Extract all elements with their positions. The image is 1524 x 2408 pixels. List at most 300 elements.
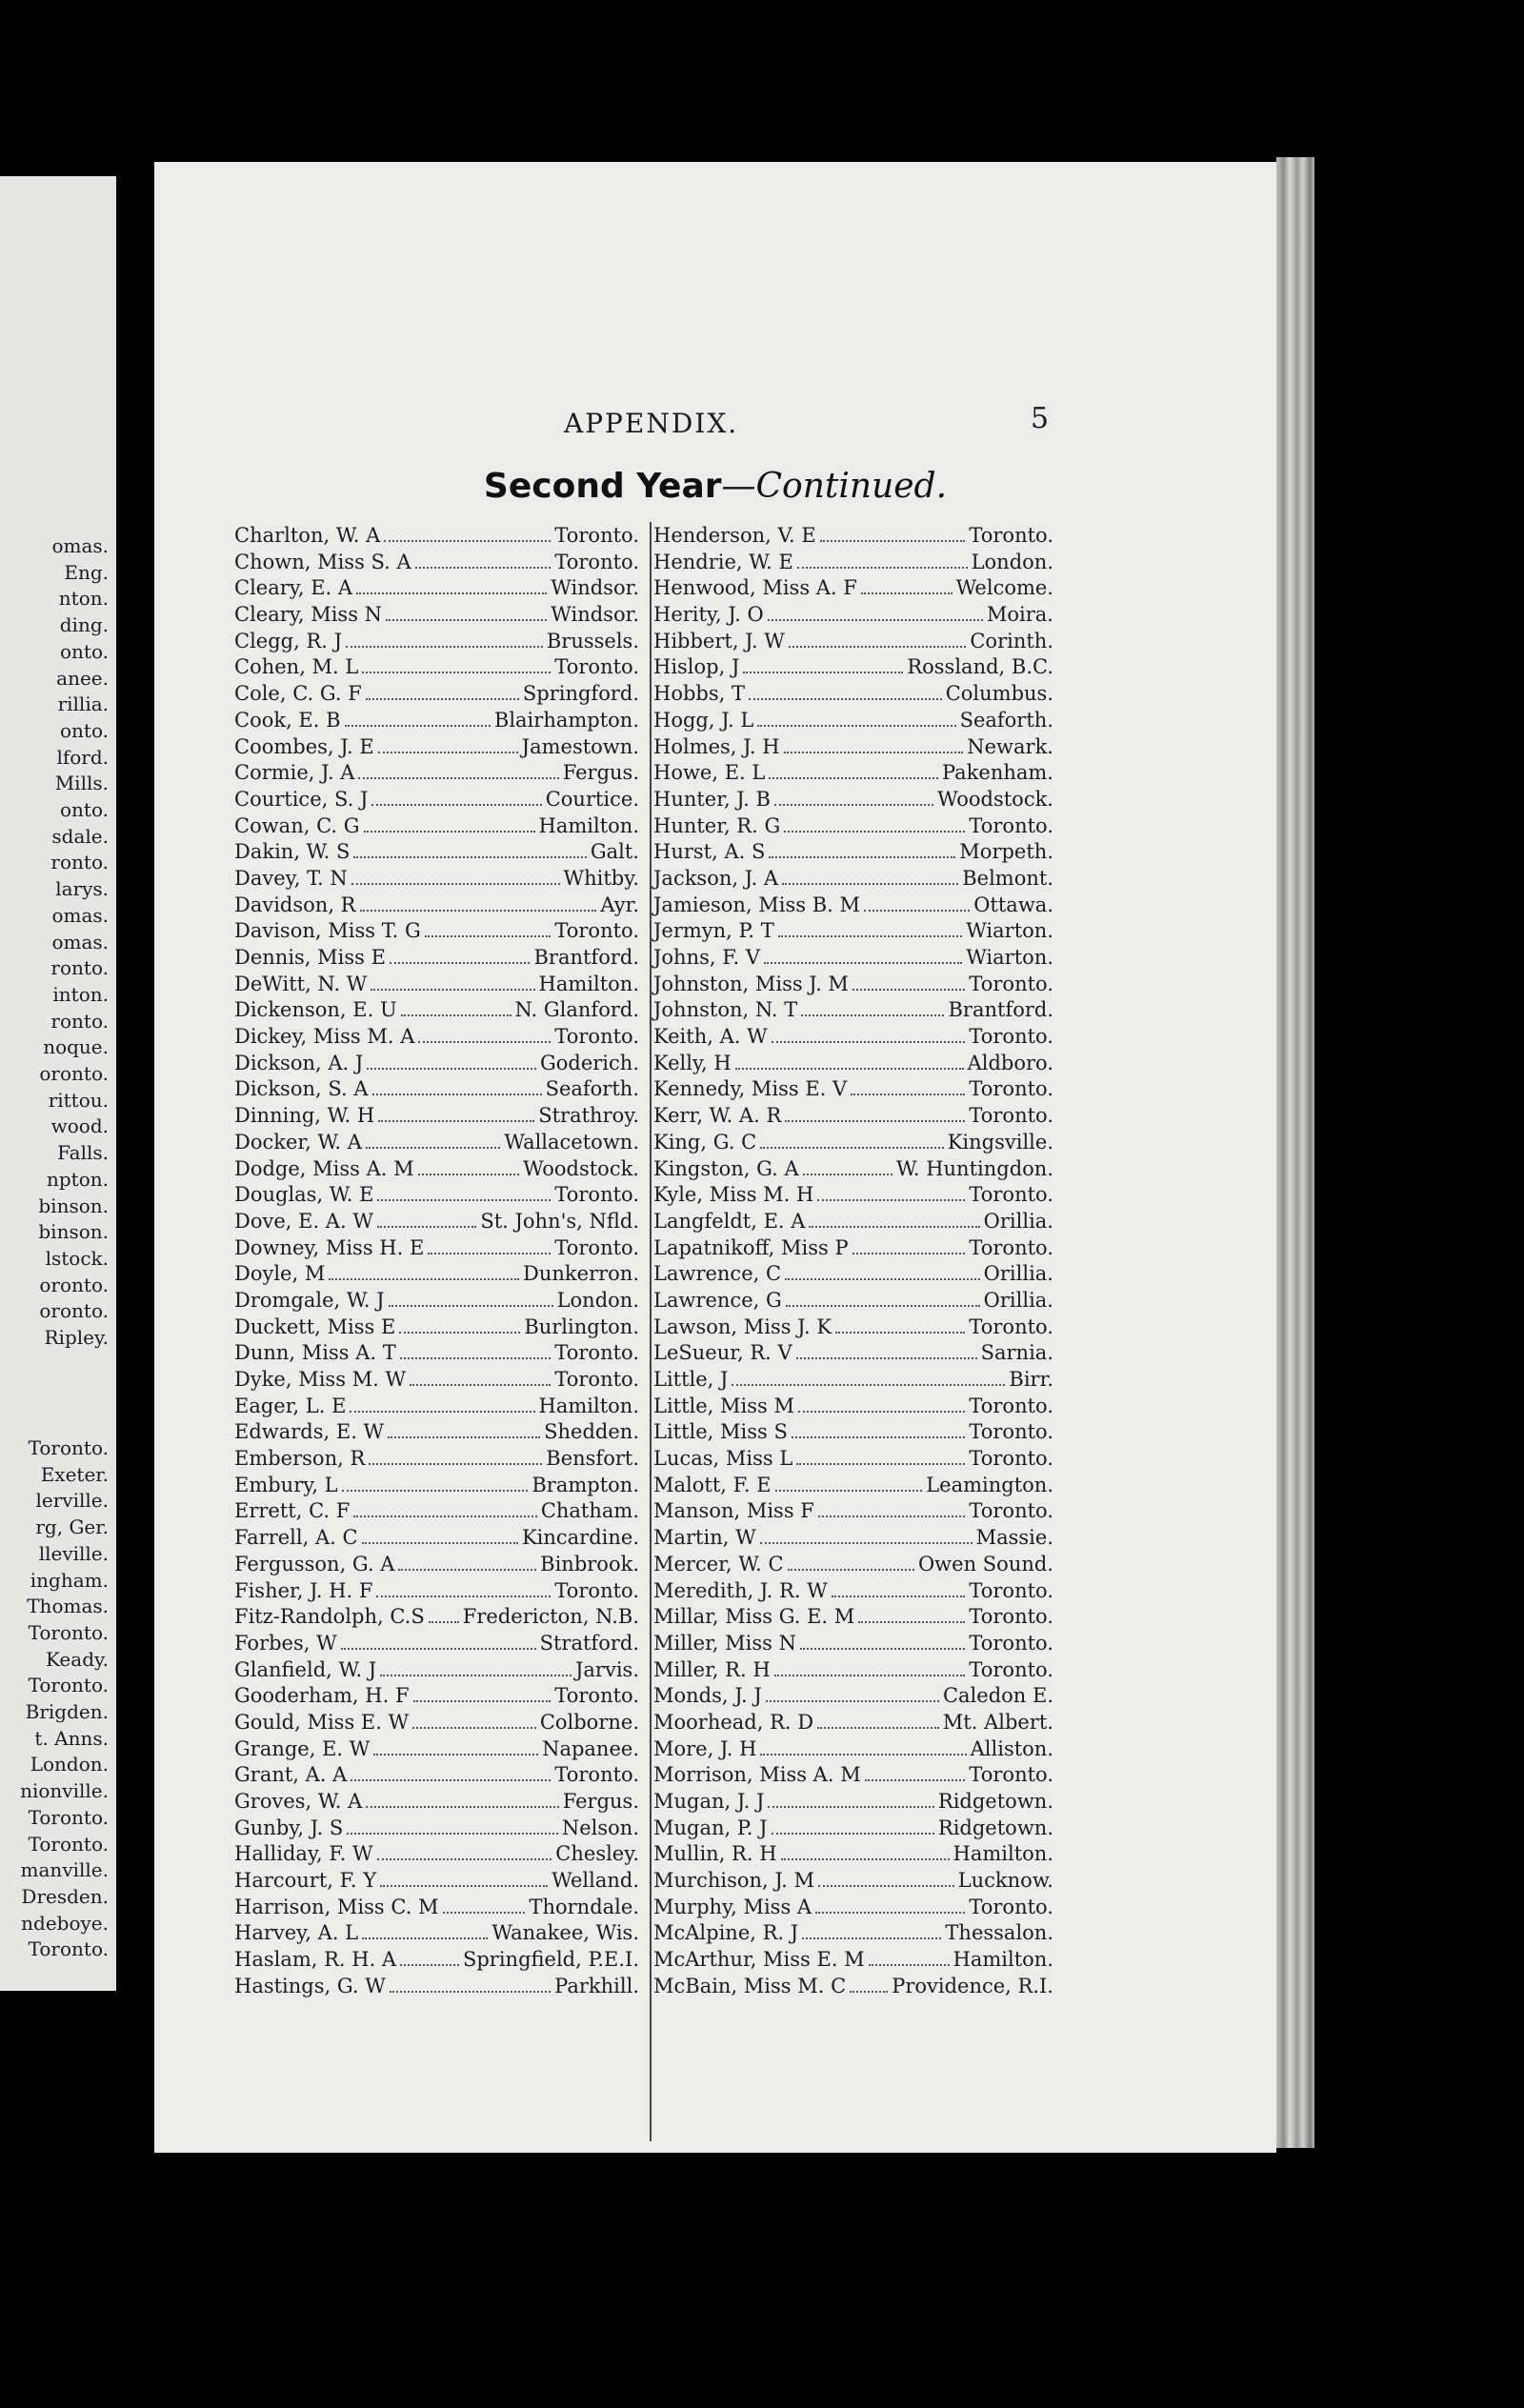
entry-place: Toronto. bbox=[554, 1025, 639, 1049]
entry-place: Strathroy. bbox=[538, 1104, 639, 1128]
entry-place: Wiarton. bbox=[966, 919, 1053, 943]
entry-name: Lawson, Miss J. K bbox=[653, 1314, 832, 1338]
list-entry bbox=[234, 867, 639, 893]
list-entry bbox=[234, 1948, 639, 1975]
entry-place: Aldboro. bbox=[967, 1051, 1053, 1074]
dot-leader bbox=[852, 1239, 966, 1254]
dot-leader bbox=[366, 685, 519, 700]
list-entry bbox=[234, 1975, 639, 2001]
dot-leader bbox=[347, 1819, 558, 1835]
facing-page-line: rg, Ger. bbox=[35, 1515, 109, 1539]
entry-place: Seaforth. bbox=[959, 708, 1053, 732]
entry-name: Mercer, W. C bbox=[653, 1552, 784, 1575]
entry-place: Toronto. bbox=[969, 524, 1053, 547]
dot-leader bbox=[400, 1344, 551, 1359]
entry-name: Dyke, Miss M. W bbox=[234, 1368, 407, 1391]
dot-leader bbox=[792, 1423, 966, 1438]
entry-place: Brussels. bbox=[546, 629, 639, 652]
entry-name: Dunn, Miss A. T bbox=[234, 1341, 396, 1365]
dot-leader bbox=[732, 1371, 1005, 1386]
entry-place: Toronto. bbox=[969, 1895, 1053, 1918]
dot-leader bbox=[772, 1819, 934, 1835]
facing-page-line: ingham. bbox=[30, 1568, 109, 1592]
entry-name: Hogg, J. L bbox=[653, 708, 754, 732]
list-entry bbox=[653, 867, 1053, 893]
list-entry bbox=[234, 1183, 639, 1210]
entry-place: Leamington. bbox=[926, 1473, 1053, 1496]
section-title-main: Second Year bbox=[483, 467, 722, 506]
entry-name: Murchison, J. M bbox=[653, 1869, 815, 1893]
list-entry bbox=[234, 1737, 639, 1764]
list-entry bbox=[653, 788, 1053, 814]
dot-leader bbox=[415, 553, 551, 569]
facing-page-line: Thomas. bbox=[27, 1595, 109, 1618]
list-entry bbox=[653, 1474, 1053, 1500]
dot-leader bbox=[356, 579, 547, 594]
entry-name: Little, Miss M bbox=[653, 1394, 794, 1417]
facing-page-line: ding. bbox=[59, 613, 109, 637]
entry-place: Caledon E. bbox=[942, 1684, 1053, 1708]
dot-leader bbox=[869, 1951, 950, 1966]
entry-name: Farrell, A. C bbox=[234, 1526, 358, 1550]
list-entry bbox=[234, 1052, 639, 1078]
dot-leader bbox=[801, 1001, 944, 1016]
dot-leader bbox=[764, 949, 962, 964]
entry-name: Hunter, J. B bbox=[653, 787, 771, 811]
list-entry bbox=[653, 998, 1053, 1025]
list-entry bbox=[234, 1420, 639, 1447]
entry-place: Hamilton. bbox=[538, 1394, 639, 1417]
dot-leader bbox=[362, 1924, 488, 1939]
dot-leader bbox=[400, 1951, 459, 1966]
dot-leader bbox=[818, 1502, 966, 1517]
entry-name: Grant, A. A bbox=[234, 1763, 348, 1787]
entry-name: Gunby, J. S bbox=[234, 1816, 344, 1839]
list-entry bbox=[234, 1368, 639, 1395]
entry-place: Owen Sound. bbox=[917, 1552, 1053, 1575]
entry-place: Kincardine. bbox=[521, 1526, 639, 1550]
entry-name: Groves, W. A bbox=[234, 1790, 363, 1813]
list-entry bbox=[234, 814, 639, 841]
list-entry bbox=[234, 919, 639, 946]
entry-place: Toronto. bbox=[554, 1763, 639, 1787]
list-entry bbox=[653, 1289, 1053, 1315]
dot-leader bbox=[364, 817, 535, 833]
facing-page-line: oronto. bbox=[39, 1273, 109, 1296]
entry-name: Gould, Miss E. W bbox=[234, 1710, 410, 1734]
entry-place: Windsor. bbox=[551, 603, 639, 627]
facing-page-line: lleville. bbox=[38, 1541, 109, 1565]
list-entry bbox=[234, 524, 639, 551]
entry-name: Doyle, M bbox=[234, 1262, 326, 1286]
facing-page-line: inton. bbox=[52, 982, 109, 1006]
list-entry bbox=[234, 682, 639, 709]
entry-name: Cowan, C. G bbox=[234, 813, 360, 837]
list-entry bbox=[653, 709, 1053, 735]
dot-leader bbox=[832, 1582, 966, 1597]
dot-leader bbox=[410, 1371, 551, 1386]
dot-leader bbox=[346, 632, 543, 648]
entry-name: Moorhead, R. D bbox=[653, 1710, 814, 1734]
dot-leader bbox=[817, 1186, 965, 1201]
entry-place: Toronto. bbox=[969, 1394, 1053, 1417]
dot-leader bbox=[380, 1872, 548, 1887]
facing-page-line: onto. bbox=[59, 639, 109, 663]
entry-name: Holmes, J. H bbox=[653, 734, 780, 758]
entry-place: Newark. bbox=[967, 734, 1053, 758]
entry-place: Toronto. bbox=[969, 1104, 1053, 1128]
entry-name: Emberson, R bbox=[234, 1447, 366, 1471]
entry-name: Meredith, J. R. W bbox=[653, 1578, 828, 1602]
dot-leader bbox=[386, 606, 547, 621]
dot-leader bbox=[760, 1529, 973, 1544]
entry-name: Fitz-Randolph, C.S bbox=[234, 1605, 425, 1629]
entry-name: Coombes, J. E bbox=[234, 734, 374, 758]
dot-leader bbox=[388, 1423, 540, 1438]
list-entry bbox=[234, 1077, 639, 1104]
entry-place: Moira. bbox=[986, 603, 1053, 627]
entry-place: Toronto. bbox=[554, 1684, 639, 1708]
entry-place: Fergus. bbox=[562, 761, 639, 785]
facing-page-line: Ripley. bbox=[44, 1326, 109, 1349]
dot-leader bbox=[366, 1134, 500, 1149]
entry-place: Wanakee, Wis. bbox=[491, 1921, 639, 1945]
entry-place: Toronto. bbox=[969, 813, 1053, 837]
list-entry bbox=[653, 1077, 1053, 1104]
list-entry bbox=[234, 576, 639, 603]
entry-place: Bensfort. bbox=[546, 1447, 639, 1471]
entry-place: Toronto. bbox=[969, 1183, 1053, 1207]
facing-page-line: noque. bbox=[43, 1035, 109, 1059]
list-entry bbox=[234, 1553, 639, 1579]
list-entry bbox=[234, 1025, 639, 1052]
dot-leader bbox=[377, 1186, 551, 1201]
dot-leader bbox=[743, 658, 903, 673]
entry-place: Ridgetown. bbox=[937, 1790, 1053, 1813]
dot-leader bbox=[353, 1502, 537, 1517]
facing-page-line: Toronto. bbox=[28, 1937, 109, 1961]
entry-place: Thessalon. bbox=[945, 1921, 1053, 1945]
entry-name: Johns, F. V bbox=[653, 946, 761, 969]
entry-place: Toronto. bbox=[969, 1605, 1053, 1629]
list-entry bbox=[234, 1763, 639, 1790]
dot-leader bbox=[797, 553, 968, 569]
entry-name: DeWitt, N. W bbox=[234, 972, 368, 995]
dot-leader bbox=[376, 1582, 551, 1597]
facing-page-line: Toronto. bbox=[28, 1832, 109, 1856]
list-entry bbox=[653, 603, 1053, 630]
entry-name: Glanfield, W. J bbox=[234, 1657, 377, 1681]
list-entry bbox=[234, 1499, 639, 1526]
entry-name: Langfeldt, E. A bbox=[653, 1209, 806, 1233]
entry-place: Toronto. bbox=[969, 1657, 1053, 1681]
entry-name: Mugan, P. J bbox=[653, 1816, 768, 1839]
dot-leader bbox=[782, 870, 958, 885]
dot-leader bbox=[377, 1213, 476, 1228]
list-entry bbox=[653, 1052, 1053, 1078]
section-title bbox=[154, 467, 1276, 506]
dot-leader bbox=[772, 1028, 966, 1043]
facing-page-line: binson. bbox=[38, 1220, 109, 1244]
dot-leader bbox=[362, 658, 551, 673]
dot-leader bbox=[800, 1635, 965, 1650]
section-title-continued: —Continued. bbox=[721, 467, 948, 506]
entry-name: Howe, E. L bbox=[653, 761, 766, 785]
entry-name: Henwood, Miss A. F bbox=[653, 576, 857, 600]
entry-place: Toronto. bbox=[969, 1447, 1053, 1471]
entry-name: Jamieson, Miss B. M bbox=[653, 893, 861, 916]
entry-place: Pakenham. bbox=[941, 761, 1053, 785]
dot-leader bbox=[398, 1555, 536, 1571]
entry-place: Toronto. bbox=[554, 550, 639, 573]
list-entry bbox=[234, 735, 639, 762]
dot-leader bbox=[418, 1028, 551, 1043]
list-entry bbox=[653, 1183, 1053, 1210]
facing-page-line: omas. bbox=[51, 534, 109, 557]
list-entry bbox=[234, 1711, 639, 1737]
dot-leader bbox=[373, 1740, 538, 1756]
entry-place: Toronto. bbox=[554, 524, 639, 547]
entry-place: Orillia. bbox=[983, 1288, 1053, 1312]
entry-name: Millar, Miss G. E. M bbox=[653, 1605, 855, 1629]
list-entry bbox=[653, 1896, 1053, 1922]
entry-place: Toronto. bbox=[554, 1341, 639, 1365]
dot-leader bbox=[818, 1872, 954, 1887]
dot-leader bbox=[369, 1450, 542, 1465]
list-entry bbox=[653, 1262, 1053, 1289]
entry-name: Fergusson, G. A bbox=[234, 1552, 395, 1575]
list-entry bbox=[653, 1605, 1053, 1632]
facing-page-line: Dresden. bbox=[21, 1884, 109, 1908]
dot-leader bbox=[366, 1793, 558, 1808]
entry-place: Goderich. bbox=[539, 1051, 639, 1074]
dot-leader bbox=[384, 527, 551, 542]
entry-place: Ayr. bbox=[600, 893, 639, 916]
entry-place: Parkhill. bbox=[554, 1974, 639, 1997]
list-entry bbox=[653, 1104, 1053, 1131]
list-entry bbox=[234, 1816, 639, 1843]
facing-page-line: rillia. bbox=[57, 692, 109, 716]
list-entry bbox=[653, 893, 1053, 920]
list-entry bbox=[234, 655, 639, 682]
entry-name: Dinning, W. H bbox=[234, 1104, 375, 1128]
facing-page-line: lford. bbox=[56, 745, 109, 769]
dot-leader bbox=[760, 1740, 966, 1756]
dot-leader bbox=[802, 1924, 941, 1939]
list-entry bbox=[234, 1605, 639, 1632]
list-entry bbox=[653, 973, 1053, 999]
entry-name: Henderson, V. E bbox=[653, 524, 816, 547]
list-entry bbox=[234, 1790, 639, 1816]
list-entry bbox=[234, 1842, 639, 1869]
facing-page-line: Eng. bbox=[64, 560, 109, 584]
dot-leader bbox=[788, 1555, 914, 1571]
entry-name: Mullin, R. H bbox=[653, 1842, 777, 1866]
entry-place: Toronto. bbox=[554, 1368, 639, 1391]
entry-name: Embury, L bbox=[234, 1473, 338, 1496]
entry-place: Massie. bbox=[975, 1526, 1053, 1550]
facing-page-fragment bbox=[0, 176, 116, 1991]
left-column bbox=[234, 524, 639, 2001]
entry-name: Malott, F. E bbox=[653, 1473, 772, 1496]
list-entry bbox=[234, 1896, 639, 1922]
list-entry bbox=[653, 1790, 1053, 1816]
entry-name: Docker, W. A bbox=[234, 1130, 362, 1154]
dot-leader bbox=[786, 1292, 980, 1307]
dot-leader bbox=[371, 791, 541, 806]
list-entry bbox=[653, 761, 1053, 788]
dot-leader bbox=[358, 764, 558, 779]
facing-page-line: Toronto. bbox=[28, 1436, 109, 1459]
dot-leader bbox=[820, 527, 966, 542]
entry-place: Woodstock. bbox=[523, 1156, 639, 1180]
entry-place: Belmont. bbox=[962, 866, 1053, 890]
dot-leader bbox=[789, 632, 966, 648]
entry-place: Hamilton. bbox=[952, 1842, 1053, 1866]
entry-name: Clegg, R. J bbox=[234, 629, 343, 652]
list-entry bbox=[234, 1104, 639, 1131]
entry-name: Keith, A. W bbox=[653, 1025, 768, 1049]
list-entry bbox=[234, 973, 639, 999]
entry-name: Jackson, J. A bbox=[653, 866, 779, 890]
entry-place: Fergus. bbox=[562, 1790, 639, 1813]
entry-name: Martin, W bbox=[653, 1526, 756, 1550]
list-entry bbox=[653, 1711, 1053, 1737]
list-entry bbox=[234, 893, 639, 920]
dot-leader bbox=[858, 1608, 965, 1623]
entry-name: Jermyn, P. T bbox=[653, 919, 774, 943]
facing-page-line: Keady. bbox=[46, 1647, 109, 1671]
entry-name: Hurst, A. S bbox=[653, 840, 766, 864]
entry-place: Sarnia. bbox=[980, 1341, 1053, 1365]
list-entry bbox=[653, 1210, 1053, 1236]
entry-place: Stratford. bbox=[539, 1631, 639, 1655]
entry-name: Cook, E. B bbox=[234, 708, 341, 732]
dot-leader bbox=[353, 843, 587, 858]
dot-leader bbox=[350, 1397, 534, 1413]
entry-name: Kerr, W. A. R bbox=[653, 1104, 782, 1128]
entry-place: Shedden. bbox=[544, 1420, 639, 1444]
entry-name: Hastings, G. W bbox=[234, 1974, 386, 1997]
facing-page-line: Toronto. bbox=[28, 1805, 109, 1829]
entry-place: Columbus. bbox=[945, 682, 1053, 706]
running-head: APPENDIX. bbox=[564, 408, 739, 439]
facing-page-line: oronto. bbox=[39, 1299, 109, 1323]
list-entry bbox=[234, 1341, 639, 1368]
entry-name: Miller, R. H bbox=[653, 1657, 771, 1681]
list-entry bbox=[234, 1869, 639, 1896]
entry-name: Halliday, F. W bbox=[234, 1842, 373, 1866]
entry-name: Herity, J. O bbox=[653, 603, 764, 627]
entry-place: Nelson. bbox=[561, 1816, 639, 1839]
entry-name: Little, Miss S bbox=[653, 1420, 788, 1444]
entry-name: Harrison, Miss C. M bbox=[234, 1895, 439, 1918]
facing-page-line: lerville. bbox=[35, 1489, 109, 1513]
entry-name: Mugan, J. J bbox=[653, 1790, 765, 1813]
entry-place: Welcome. bbox=[955, 576, 1053, 600]
facing-page-line: sdale. bbox=[51, 824, 109, 848]
entry-place: Rossland, B.C. bbox=[907, 655, 1053, 679]
dot-leader bbox=[774, 791, 933, 806]
list-entry bbox=[653, 1737, 1053, 1764]
list-entry bbox=[653, 1579, 1053, 1606]
dot-leader bbox=[803, 1160, 892, 1175]
entry-name: Haslam, R. H. A bbox=[234, 1948, 397, 1972]
entry-name: McArthur, Miss E. M bbox=[653, 1948, 865, 1972]
entry-place: Lucknow. bbox=[957, 1869, 1053, 1893]
facing-page-line: nton. bbox=[58, 587, 109, 611]
dot-leader bbox=[367, 1054, 536, 1070]
dot-leader bbox=[774, 1661, 966, 1676]
entry-place: Wiarton. bbox=[966, 946, 1053, 969]
entry-place: Ottawa. bbox=[973, 893, 1053, 916]
entry-place: Blairhampton. bbox=[493, 708, 639, 732]
page-edge bbox=[1276, 157, 1314, 2148]
list-entry bbox=[653, 1684, 1053, 1711]
entry-name: Little, J bbox=[653, 1368, 729, 1391]
list-entry bbox=[653, 524, 1053, 551]
entry-place: Fredericton, N.B. bbox=[462, 1605, 639, 1629]
entry-name: Hobbs, T bbox=[653, 682, 745, 706]
entry-name: Lapatnikoff, Miss P bbox=[653, 1235, 849, 1259]
entry-name: LeSueur, R. V bbox=[653, 1341, 792, 1365]
dot-leader bbox=[769, 764, 938, 779]
dot-leader bbox=[378, 738, 518, 753]
entry-place: N. Glanford. bbox=[514, 998, 639, 1022]
dot-leader bbox=[850, 1977, 888, 1993]
list-entry bbox=[653, 1131, 1053, 1157]
entry-place: Springford. bbox=[522, 682, 639, 706]
list-entry bbox=[653, 1157, 1053, 1184]
entry-place: Birr. bbox=[1009, 1368, 1053, 1391]
facing-page-line: binson. bbox=[38, 1194, 109, 1217]
dot-leader bbox=[785, 1265, 980, 1280]
entry-name: Kelly, H bbox=[653, 1051, 732, 1074]
entry-place: W. Huntingdon. bbox=[895, 1156, 1053, 1180]
entry-place: Colborne. bbox=[539, 1710, 639, 1734]
list-entry bbox=[653, 840, 1053, 867]
list-entry bbox=[234, 1210, 639, 1236]
facing-page-line: oronto. bbox=[39, 1062, 109, 1085]
entry-name: Errett, C. F bbox=[234, 1499, 351, 1523]
list-entry bbox=[653, 1948, 1053, 1975]
entry-place: Thorndale. bbox=[529, 1895, 639, 1918]
entry-name: Kyle, Miss M. H bbox=[653, 1183, 814, 1207]
list-entry bbox=[234, 761, 639, 788]
facing-page-line: omas. bbox=[51, 930, 109, 953]
dot-leader bbox=[372, 1080, 542, 1095]
facing-page-line: larys. bbox=[55, 877, 109, 901]
entry-name: Cleary, E. A bbox=[234, 576, 353, 600]
dot-leader bbox=[329, 1265, 519, 1280]
facing-page-line: lstock. bbox=[45, 1246, 109, 1270]
list-entry bbox=[234, 1658, 639, 1685]
list-entry bbox=[653, 1869, 1053, 1896]
dot-leader bbox=[412, 1714, 536, 1729]
entry-place: Jamestown. bbox=[521, 734, 639, 758]
entry-place: Whitby. bbox=[563, 866, 639, 890]
entry-name: Davidson, R bbox=[234, 893, 356, 916]
list-entry bbox=[234, 1632, 639, 1658]
entry-name: Fisher, J. H. F bbox=[234, 1578, 373, 1602]
entry-name: Dennis, Miss E bbox=[234, 946, 386, 969]
dot-leader bbox=[798, 1397, 965, 1413]
list-entry bbox=[653, 1816, 1053, 1843]
entry-place: London. bbox=[971, 550, 1053, 573]
dot-leader bbox=[775, 1476, 923, 1492]
entry-place: Orillia. bbox=[983, 1209, 1053, 1233]
list-entry bbox=[653, 682, 1053, 709]
